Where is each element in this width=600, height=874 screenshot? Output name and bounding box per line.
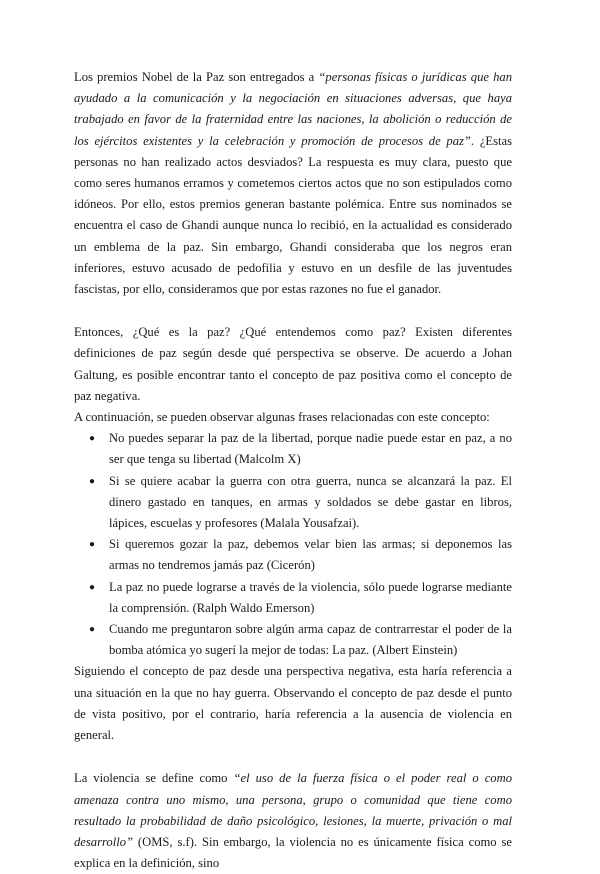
quote-text: No puedes separar la paz de la libertad, porque nadie puede estar en paz, a no ser que tenga su libertad (Malcolm X) [109,431,512,467]
paragraph-violence [74,768,512,874]
paragraph-nobel-body: . ¿Estas personas no han realizado actos desviados? La respuesta es muy clara, puesto que como seres humanos erramos y cometemos ciertos actos que no son estipulados como idóneos. Por ello, estos premios generan bastante polémica. Entre sus nominados se encuentra el caso de Ghandi aunque nunca lo recibió, en la actualidad es considerado un emblema de la paz. Sin embargo, Ghandi consideraba que los negros eran inferiores, estuvo acusado de pedofilia y estuvo en un desfile de las juventudes fascistas, por ello, consideramos que por estas razones no fue el ganador. [74,133,512,297]
paragraph-violence-intro: La violencia se define como [74,771,234,786]
list-item [89,471,512,535]
list-item [89,428,512,470]
bullet-icon: ● [89,433,96,445]
bullet-icon: ● [89,624,96,636]
paragraph-nobel-intro: Los premios Nobel de la Paz son entregados a [74,70,319,84]
quote-text: La paz no puede lograrse a través de la violencia, sólo puede lograrse mediante la comprensión. (Ralph Waldo Emerson) [109,579,512,615]
quote-text: Si se quiere acabar la guerra con otra guerra, nunca se alcanzará la paz. El dinero gastado en tanques, en armas y soldados se debe gastar en libros, lápices, escuelas y profesores (Malala Yousafzai). [109,473,512,531]
quotes-list [74,428,512,661]
bullet-icon: ● [89,581,96,593]
paragraph-nobel [74,67,512,300]
quote-text: Cuando me preguntaron sobre algún arma capaz de contrarrestar el poder de la bomba atómica yo sugerí la mejor de todas: La paz. (Albert Einstein) [109,622,512,658]
paragraph-gap [74,746,512,768]
paragraph-quotes-intro: A continuación, se pueden observar algunas frases relacionadas con este concepto: [74,410,490,425]
paragraph-violence-body: (OMS, s.f). Sin embargo, la violencia no es únicamente física como se explica en la definición, sino [74,834,512,871]
paragraph-negative-peace: Siguiendo el concepto de paz desde una perspectiva negativa, esta haría referencia a una situación en la que no hay guerra. Observando el concepto de paz desde el punto de vista positivo, por el contrario, haría referencia a la ausencia de violencia en general. [74,664,512,743]
paragraph-gap [74,300,512,322]
list-item [89,577,512,619]
quote-text: Si queremos gozar la paz, debemos velar bien las armas; si deponemos las armas no tendremos jamás paz (Cicerón) [109,537,512,573]
violence-definition-quote: “el uso de la fuerza física o el poder real o como amenaza contra uno mismo, una persona, grupo o comunidad que tiene como resultado la probabilidad de daño psicológico, lesiones, la muerte, privación o mal desarrollo” [74,771,512,849]
bullet-icon: ● [89,539,96,551]
nobel-definition-quote: “personas físicas o jurídicas que han ayudado a la comunicación y la negociación en situaciones adversas, que haya trabajado en favor de la fraternidad entre las naciones, la abolición o reducción de los ejércitos existentes y la celebración y promoción de procesos de paz” [74,70,513,148]
bullet-icon: ● [89,475,96,487]
paragraph-what-is-peace: Entonces, ¿Qué es la paz? ¿Qué entendemos como paz? Existen diferentes definiciones de paz según desde qué perspectiva se observe. De acuerdo a Johan Galtung, es posible encontrar tanto el concepto de paz positiva como el concepto de paz negativa. [74,325,512,403]
list-item [89,619,512,661]
list-item [89,534,512,576]
